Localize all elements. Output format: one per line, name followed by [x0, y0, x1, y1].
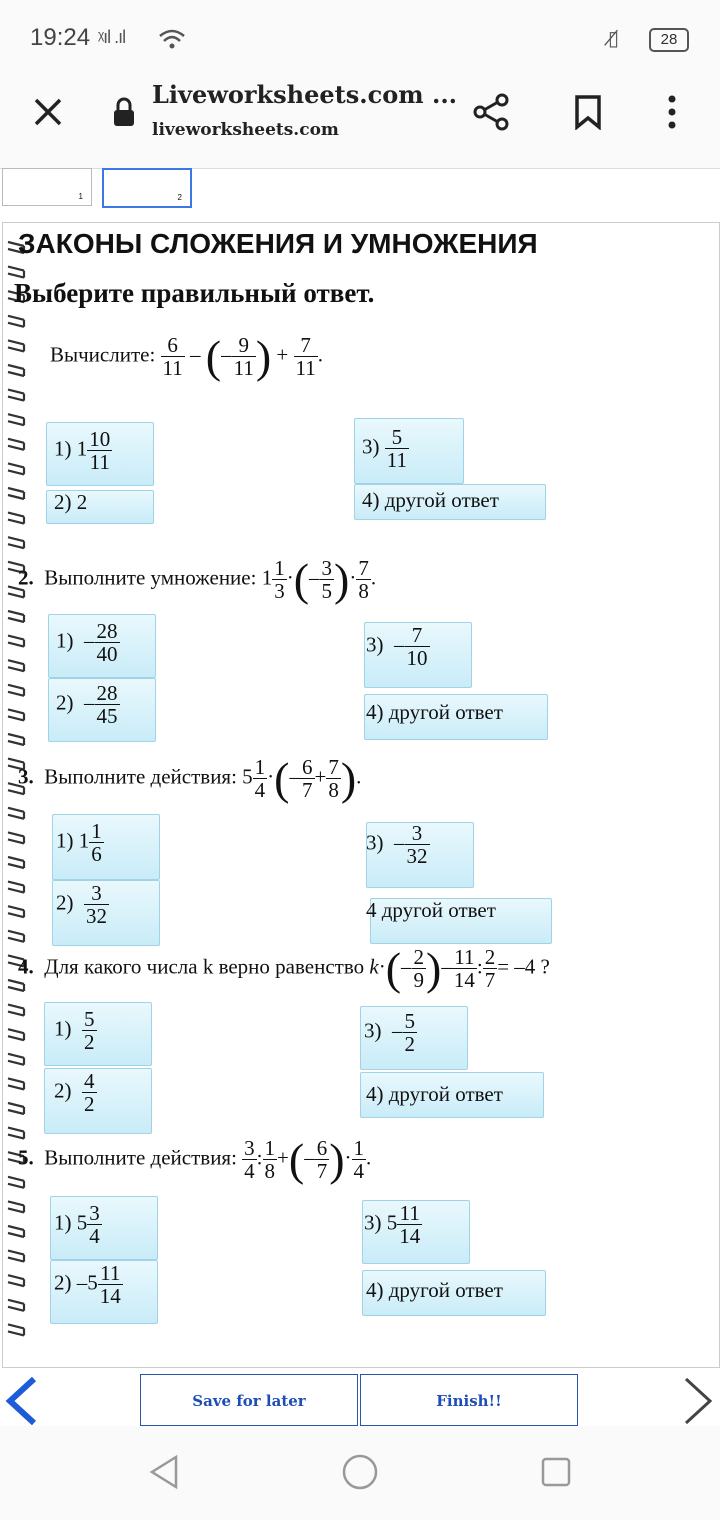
- answer-label: 1) 1 $\frac{10}{11}$: [54, 427, 111, 475]
- question-text: Выполните действия:: [44, 764, 237, 789]
- thumbnail-label: 2: [177, 193, 182, 202]
- thumbnail-label: 1: [78, 192, 83, 201]
- question-text: Выполните умножение:: [44, 565, 257, 590]
- answer-label: 1) 1 $\frac{1}{6}$: [56, 819, 102, 867]
- worksheet-subtitle: Выберите правильный ответ.: [14, 278, 375, 308]
- question-5: 5. Выполните действия: $\frac{3}{4}$ : $\frac{1}{8}$ +(– $\frac{6}{7}$ )· $\frac{1}{4}$ .: [18, 1134, 372, 1185]
- question-2: 2. Выполните умножение: 1 $\frac{1}{3}$ ·(– $\frac{3}{5}$ )· $\frac{7}{8}$ .: [18, 554, 377, 605]
- page-url[interactable]: liveworksheets.com: [152, 120, 339, 140]
- question-text: Вычислите:: [50, 342, 156, 367]
- battery-icon: 28: [649, 28, 689, 52]
- fraction: $\frac{7}{11}$: [295, 332, 316, 380]
- answer-label: 4) другой ответ: [366, 1082, 503, 1106]
- answer-label: 2) $\frac{3}{32}$: [56, 881, 107, 929]
- finish-button[interactable]: Finish!!: [360, 1374, 578, 1426]
- question-text: Для какого числа k верно равенство: [44, 954, 365, 979]
- answer-label: 1) – $\frac{28}{40}$: [56, 619, 118, 667]
- answer-label: 2) – $\frac{28}{45}$: [56, 681, 118, 729]
- answer-label: 3) – $\frac{7}{10}$: [366, 623, 428, 671]
- answer-label: 4) другой ответ: [362, 488, 499, 512]
- answer-label: 1) 5 $\frac{3}{4}$: [54, 1201, 100, 1249]
- answer-label: 4) другой ответ: [366, 1278, 503, 1302]
- page-thumbnail-1[interactable]: [2, 168, 92, 206]
- answer-label: 4 другой ответ: [366, 898, 496, 922]
- back-icon[interactable]: [148, 1454, 180, 1490]
- signal-icon: ᵡıl .ıl: [98, 27, 126, 47]
- status-time: 19:24: [30, 24, 91, 51]
- answer-label: 2) $\frac{4}{2}$: [54, 1069, 95, 1117]
- lock-icon: [112, 96, 136, 128]
- share-icon[interactable]: [472, 92, 512, 132]
- question-4: 4. Для какого числа k верно равенство k·(– $\frac{2}{9}$ )– $\frac{11}{14}$ : $\frac{2}{7}$ = –4 ?: [18, 943, 550, 994]
- wifi-icon: [158, 28, 186, 50]
- bookmark-icon[interactable]: [574, 94, 602, 130]
- answer-label: 2) –5 $\frac{11}{14}$: [54, 1261, 121, 1309]
- answer-label: 4) другой ответ: [366, 700, 503, 724]
- question-3: 3. Выполните действия: 5 $\frac{1}{4}$ ·(– $\frac{6}{7}$ + $\frac{7}{8}$ ).: [18, 753, 362, 804]
- fraction: $\frac{6}{11}$: [162, 332, 183, 380]
- home-icon[interactable]: [340, 1452, 380, 1492]
- save-for-later-button[interactable]: Save for later: [140, 1374, 358, 1426]
- answer-label: 3) – $\frac{5}{2}$: [364, 1009, 415, 1057]
- answer-label: 3) $\frac{5}{11}$: [362, 425, 407, 473]
- fraction: $\frac{9}{11}$: [233, 332, 254, 380]
- vibrate-icon: ▯̸: [608, 28, 620, 50]
- answer-label: 3) 5 $\frac{11}{14}$: [364, 1201, 421, 1249]
- answer-label: 1) $\frac{5}{2}$: [54, 1007, 95, 1055]
- previous-page-icon[interactable]: [4, 1376, 38, 1426]
- page-thumbnail-2[interactable]: [102, 168, 192, 208]
- question-text: Выполните действия:: [44, 1145, 237, 1170]
- more-vert-icon[interactable]: [664, 94, 680, 130]
- question-1: Вычислите: $\frac{6}{11}$ – (– $\frac{9}{11}$ ) + $\frac{7}{11}$ .: [50, 331, 323, 382]
- recents-icon[interactable]: [540, 1456, 572, 1488]
- close-icon[interactable]: [32, 96, 64, 128]
- page-title[interactable]: Liveworksheets.com ...: [152, 80, 458, 109]
- answer-label: 3) – $\frac{3}{32}$: [366, 821, 428, 869]
- answer-label: 2) 2: [54, 490, 88, 514]
- worksheet-title: ЗАКОНЫ СЛОЖЕНИЯ И УМНОЖЕНИЯ: [18, 228, 538, 259]
- next-page-icon[interactable]: [682, 1376, 716, 1426]
